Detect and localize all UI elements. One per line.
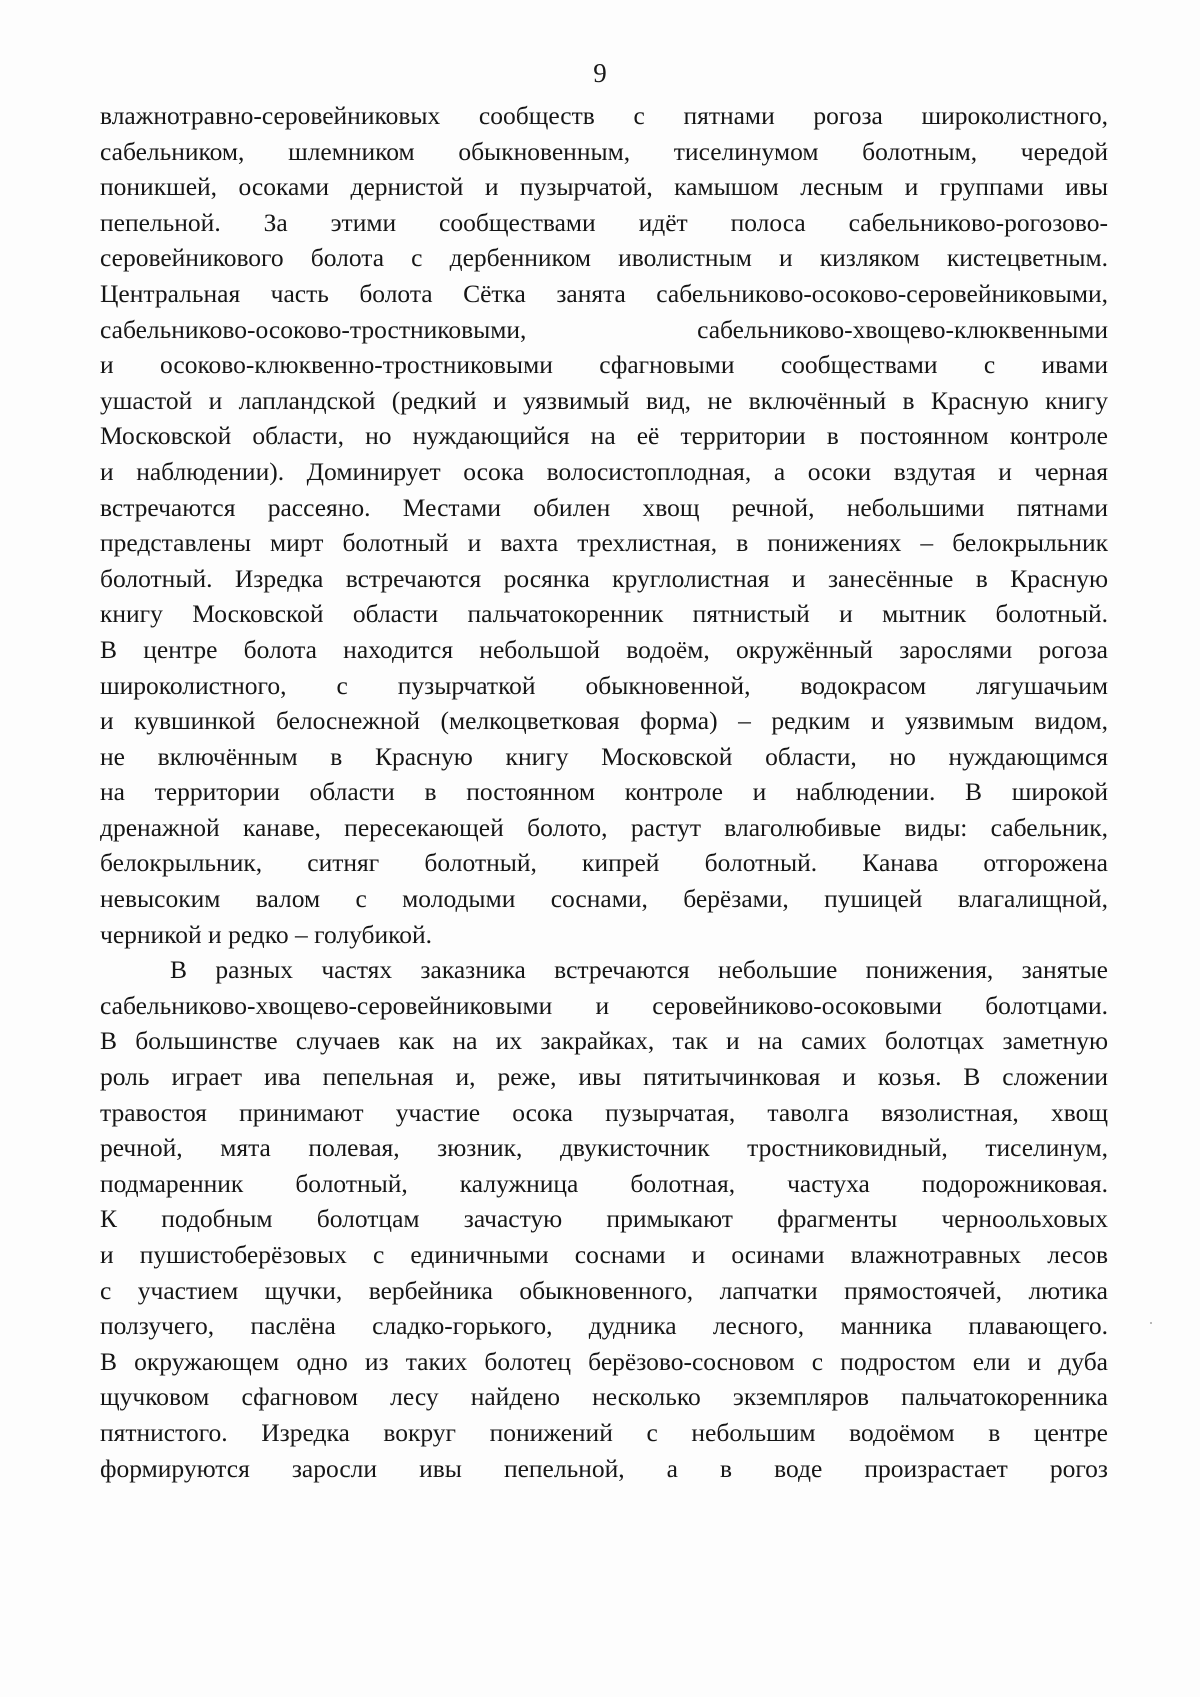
text-line: влажнотравно-серовейниковых сообществ с пятнами рогоза широколистного,	[100, 101, 1108, 130]
body-text	[100, 98, 1108, 1486]
text-line: на территории области в постоянном контроле и наблюдении. В широкой	[100, 777, 1108, 807]
text-line: К подобным болотцам зачастую примыкают фрагменты черноольховых	[100, 1204, 1108, 1234]
text-line: Московской области, но нуждающийся на её территории в постоянном контроле	[100, 421, 1108, 451]
text-line: дренажной канаве, пересекающей болото, растут влаголюбивые виды: сабельник,	[100, 812, 1108, 842]
text-line: пятнистого. Изредка вокруг понижений с небольшим водоёмом в центре	[100, 1417, 1108, 1447]
text-line: встречаются рассеяно. Местами обилен хвощ речной, небольшими пятнами	[100, 492, 1108, 522]
text-line: роль играет ива пепельная и, реже, ивы пятитычинковая и козья. В сложении	[100, 1062, 1108, 1092]
paragraph-2	[100, 952, 1108, 1486]
text-line: В большинстве случаев как на их закрайках, так и на самих болотцах заметную	[100, 1026, 1108, 1056]
text-line: щучковом сфагновом лесу найдено несколько экземпляров пальчатокоренника	[100, 1382, 1108, 1412]
page-number: 9	[593, 58, 607, 88]
text-line: и пушистоберёзовых с единичными соснами и осинами влажнотравных лесов	[100, 1240, 1108, 1269]
text-line: представлены мирт болотный и вахта трехлистная, в понижениях – белокрыльник	[100, 528, 1108, 558]
text-line: формируются заросли ивы пепельной, а в воде произрастает рогоз	[100, 1453, 1108, 1483]
text-line: и осоково-клюквенно-тростниковыми сфагновыми сообществами с ивами	[100, 350, 1108, 380]
text-line: широколистного, с пузырчаткой обыкновенной, водокрасом лягушачьим	[100, 670, 1108, 700]
text-line: и наблюдении). Доминирует осока волосистоплодная, а осоки вздутая и черная	[100, 456, 1108, 486]
text-line: и кувшинкой белоснежной (мелкоцветковая форма) – редким и уязвимым видом,	[100, 706, 1108, 736]
text-line: белокрыльник, ситняг болотный, кипрей болотный. Канава отгорожена	[100, 848, 1108, 878]
text-line: В центре болота находится небольшой водоём, окружённый зарослями рогоза	[100, 634, 1108, 664]
text-line: сабельниково-осоково-тростниковыми, сабельниково-хвощево-клюквенными	[100, 314, 1108, 344]
text-line: Центральная часть болота Сётка занята сабельниково-осоково-серовейниковыми,	[100, 278, 1108, 308]
text-line: ползучего, паслёна сладко-горького, дудника лесного, манника плавающего.	[100, 1311, 1108, 1341]
text-line: серовейникового болота с дербенником иволистным и кизляком кистецветным.	[100, 243, 1108, 273]
text-line: черникой и редко – голубикой.	[100, 919, 432, 949]
paragraph-1	[100, 98, 1108, 952]
text-line: речной, мята полевая, зюзник, двукисточник тростниковидный, тиселинум,	[100, 1133, 1108, 1163]
text-line: ушастой и лапландской (редкий и уязвимый вид, не включённый в Красную книгу	[100, 385, 1108, 415]
text-line: поникшей, осоками дернистой и пузырчатой, камышом лесным и группами ивы	[100, 172, 1108, 202]
text-line: с участием щучки, вербейника обыкновенного, лапчатки прямостоячей, лютика	[100, 1275, 1108, 1305]
text-line: болотный. Изредка встречаются росянка круглолистная и занесённые в Красную	[100, 563, 1108, 593]
text-line: травостоя принимают участие осока пузырчатая, таволга вязолистная, хвощ	[100, 1097, 1108, 1127]
text-line: В разных частях заказника встречаются небольшие понижения, занятые	[170, 955, 1108, 985]
scan-artifact	[1150, 1322, 1152, 1324]
text-line: подмаренник болотный, калужница болотная, частуха подорожниковая.	[100, 1168, 1108, 1198]
text-line: сабельником, шлемником обыкновенным, тиселинумом болотным, чередой	[100, 136, 1108, 166]
text-line: книгу Московской области пальчатокоренник пятнистый и мытник болотный.	[100, 599, 1108, 629]
text-line: не включённым в Красную книгу Московской области, но нуждающимся	[100, 741, 1108, 771]
text-line: сабельниково-хвощево-серовейниковыми и серовейниково-осоковыми болотцами.	[100, 990, 1108, 1020]
text-line: невысоким валом с молодыми соснами, берёзами, пушицей влагалищной,	[100, 884, 1108, 914]
text-line: пепельной. За этими сообществами идёт полоса сабельниково-рогозово-	[100, 207, 1108, 237]
text-line: В окружающем одно из таких болотец берёзово-сосновом с подростом ели и дуба	[100, 1346, 1108, 1376]
